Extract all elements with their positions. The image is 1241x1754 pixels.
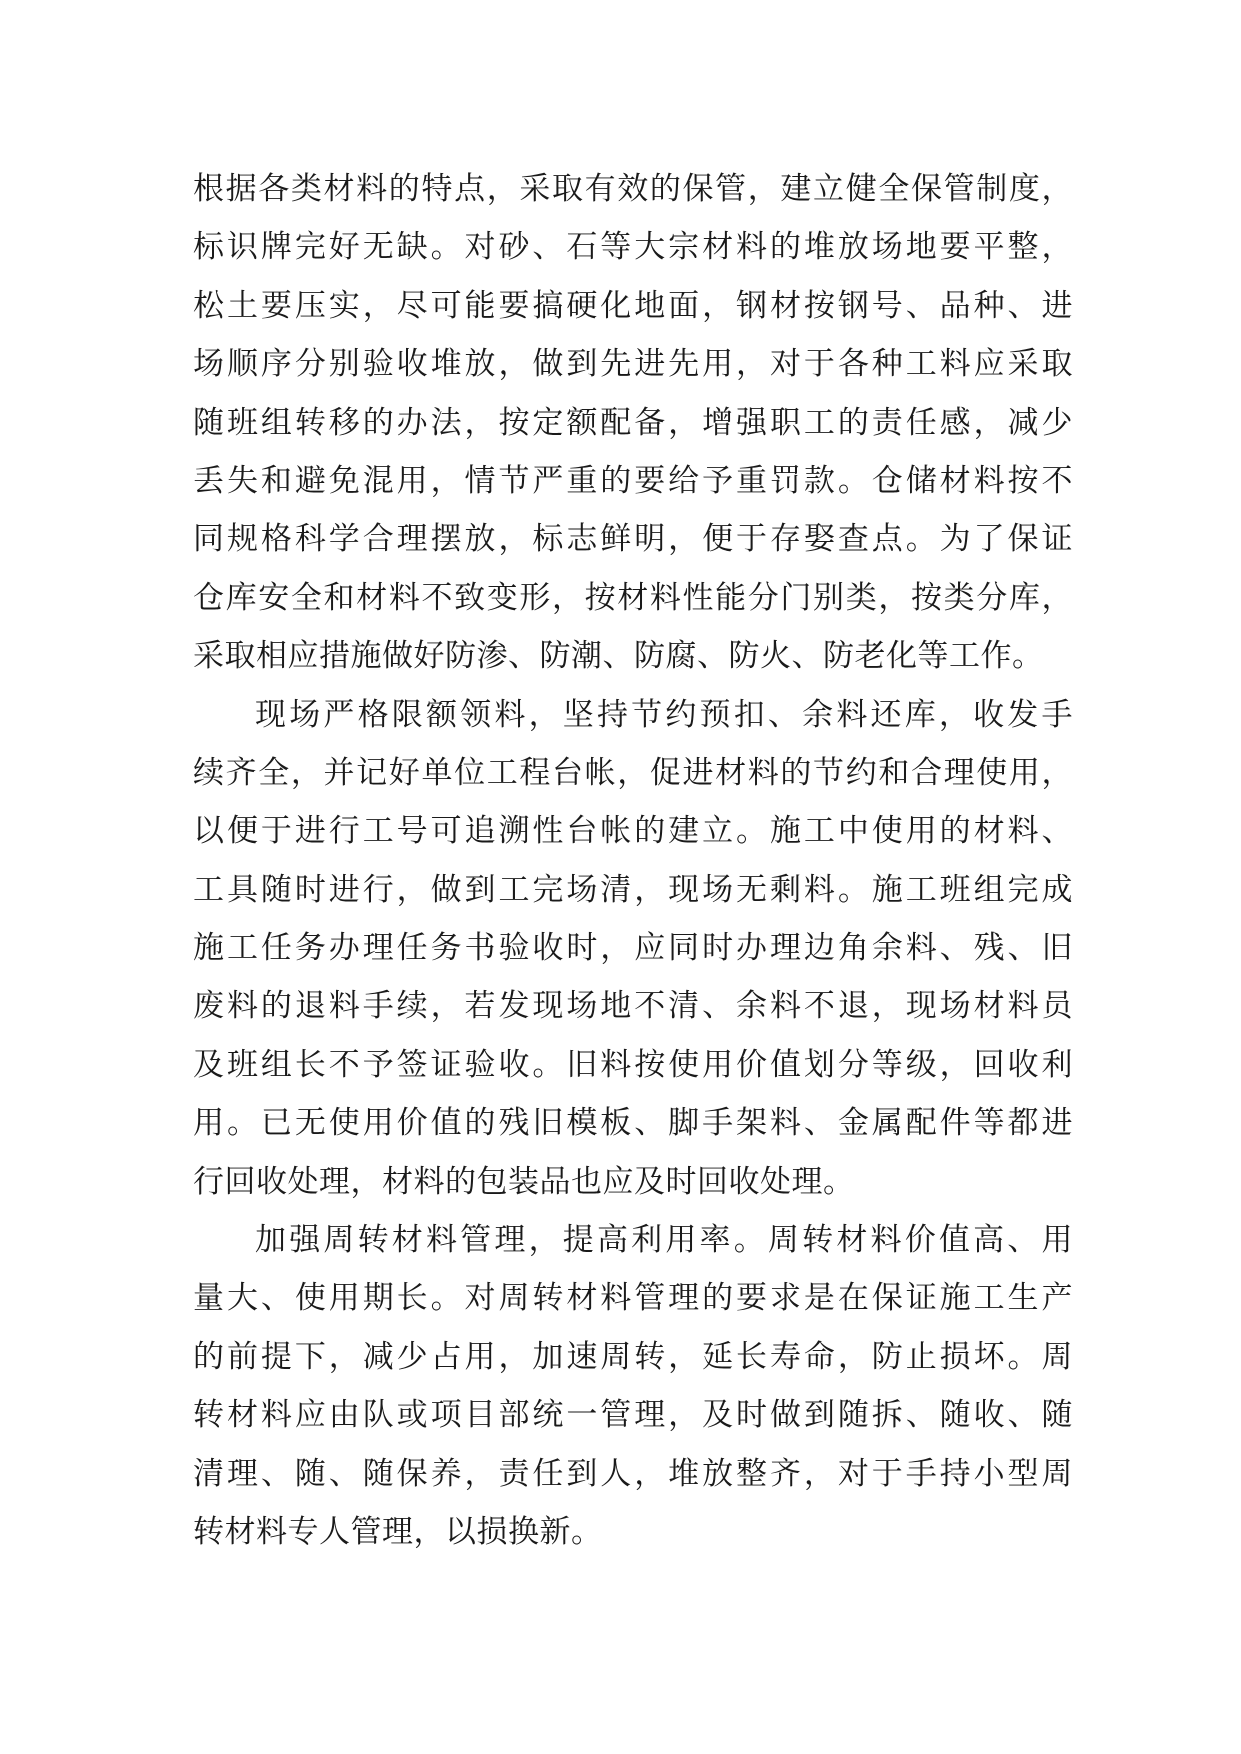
text-line: 根据各类材料的特点，采取有效的保管，建立健全保管制度， <box>193 171 1073 207</box>
text-line: 转材料专人管理，以损换新。 <box>193 1513 603 1550</box>
text-line: 采取相应措施做好防渗、防潮、防腐、防火、防老化等工作。 <box>193 638 1044 675</box>
paragraph-first-line: 现场严格限额领料，坚持节约预扣、余料还库，收发手 <box>255 696 1073 733</box>
paragraph-first-line: 加强周转材料管理，提高利用率。周转材料价值高、用 <box>255 1222 1073 1259</box>
text-line: 场顺序分别验收堆放，做到先进先用，对于各种工料应采取 <box>193 346 1073 383</box>
text-line: 以便于进行工号可追溯性台帐的建立。施工中使用的材料、 <box>193 813 1073 850</box>
text-line: 转材料应由队或项目部统一管理，及时做到随拆、随收、随 <box>193 1397 1073 1434</box>
text-line: 用。已无使用价值的残旧模板、脚手架料、金属配件等都进 <box>193 1105 1073 1142</box>
text-line: 松土要压实，尽可能要搞硬化地面，钢材按钢号、品种、进 <box>193 287 1073 324</box>
text-line: 量大、使用期长。对周转材料管理的要求是在保证施工生产 <box>193 1280 1073 1317</box>
text-line: 标识牌完好无缺。对砂、石等大宗材料的堆放场地要平整， <box>193 229 1073 266</box>
text-line: 续齐全，并记好单位工程台帐，促进材料的节约和合理使用， <box>193 754 1073 791</box>
body-text <box>193 160 1073 1561</box>
text-line: 工具随时进行，做到工完场清，现场无剩料。施工班组完成 <box>193 871 1073 908</box>
text-line: 的前提下，减少占用，加速周转，延长寿命，防止损坏。周 <box>193 1338 1073 1375</box>
text-line: 随班组转移的办法，按定额配备，增强职工的责任感，减少 <box>193 404 1073 441</box>
text-line: 及班组长不予签证验收。旧料按使用价值划分等级，回收利 <box>193 1046 1073 1083</box>
text-line: 仓库安全和材料不致变形，按材料性能分门别类，按类分库， <box>193 579 1073 616</box>
text-line: 施工任务办理任务书验收时，应同时办理边角余料、残、旧 <box>193 930 1073 967</box>
text-line: 丢失和避免混用，情节严重的要给予重罚款。仓储材料按不 <box>193 462 1073 499</box>
text-line: 废料的退料手续，若发现场地不清、余料不退，现场材料员 <box>193 988 1073 1025</box>
text-line: 同规格科学合理摆放，标志鲜明，便于存娶查点。为了保证 <box>193 521 1073 558</box>
text-line: 行回收处理，材料的包装品也应及时回收处理。 <box>193 1163 855 1200</box>
text-line: 清理、随、随保养，责任到人，堆放整齐，对于手持小型周 <box>193 1455 1073 1492</box>
